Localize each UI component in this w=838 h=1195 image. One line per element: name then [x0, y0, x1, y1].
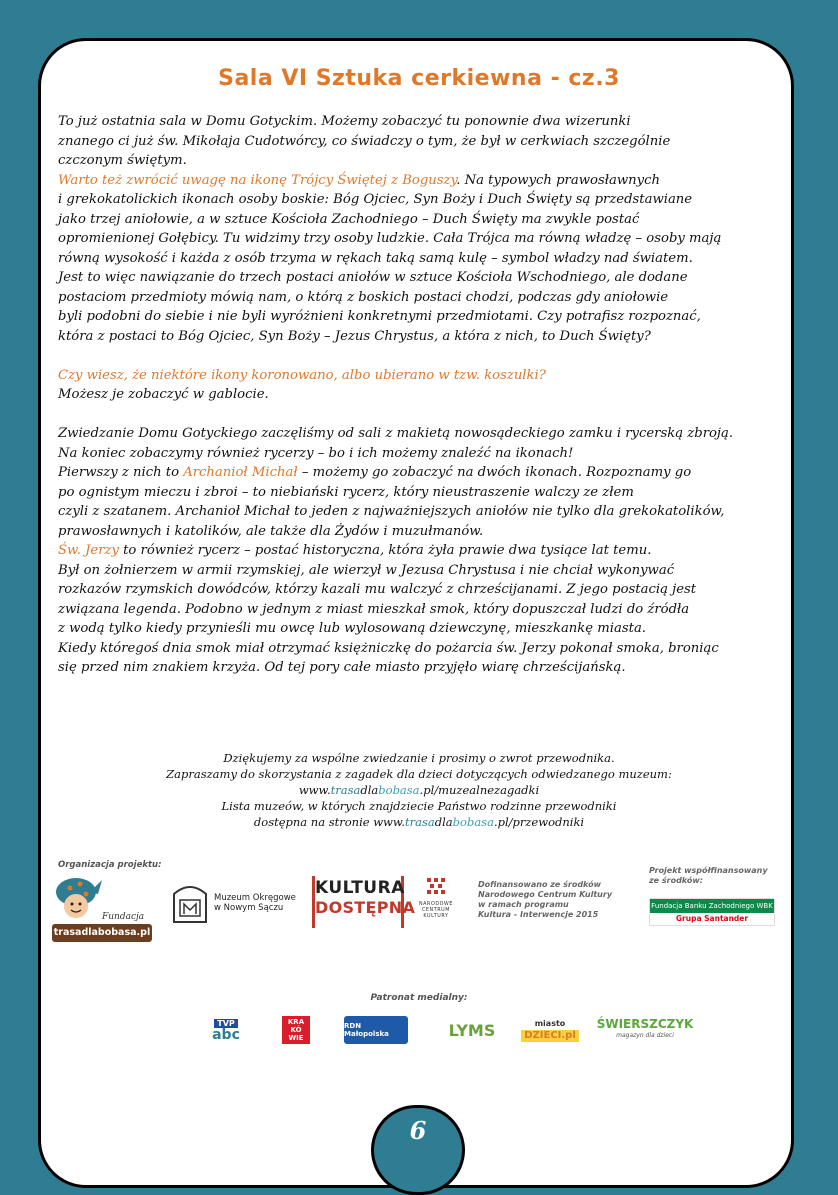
body-line: [58, 307, 808, 327]
lyms-logo: LYMS: [448, 1020, 496, 1040]
body-text: czyli z szatanem. Archanioł Michał to jeden z najważniejszych aniołów nie tylko dla grekokatolików,: [58, 504, 725, 519]
body-line: [58, 639, 808, 659]
swierszczyk-text: ŚWIERSZCZYK: [596, 1017, 694, 1031]
body-line: [58, 112, 808, 132]
body-line: [58, 502, 808, 522]
footer-link-guides[interactable]: [0, 814, 838, 830]
body-text: prawosławnych i katolików, ale także dla Żydów i muzułmanów.: [58, 523, 484, 539]
bz-bottom-text: Grupa Santander: [650, 913, 774, 925]
body-text: równą wysokość i każda z osób trzyma w rękach taką samą kulę – symbol władzy nad światem.: [58, 250, 693, 266]
dofin-line: Dofinansowano ze środków: [478, 880, 601, 889]
link-part: .pl/muzealnezagadki: [419, 783, 540, 797]
link-part: dla: [434, 815, 453, 829]
swierszczyk-logo: [596, 1016, 694, 1044]
body-text: związana legenda. Podobno w jednym z miast mieszkał smok, który dopuszczał ludzi do źródła: [58, 601, 690, 617]
body-line: [58, 619, 808, 639]
projekt-wspolfinansowany-label: [649, 866, 768, 886]
muzeum-name: [214, 893, 296, 913]
body-line: [58, 541, 808, 561]
link-part: trasa: [405, 815, 435, 829]
link-part: www.: [298, 783, 331, 797]
fundacja-trasadlabobasa-logo: [46, 872, 156, 944]
link-part: bobasa: [378, 783, 420, 797]
paragraph-gap: [58, 346, 808, 366]
highlighted-phrase: Warto też zwrócić uwagę na ikonę Trójcy Świętej z Boguszy: [58, 172, 457, 188]
krakowie-part: WIE: [288, 1034, 304, 1042]
dofin-line: Narodowego Centrum Kultury: [478, 890, 613, 899]
body-text: opromienionej Gołębicy. Tu widzimy trzy osoby ludzkie. Cała Trójca ma równą władzę – osoby mają: [58, 231, 722, 246]
body-text: . Na typowych prawosławnych: [456, 172, 660, 188]
krakowie-part: KÓ: [290, 1026, 302, 1034]
footer-line: Dziękujemy za wspólne zwiedzanie i prosimy o zwrot przewodnika.: [223, 751, 615, 765]
body-text: – możemy go zobaczyć na dwóch ikonach. Rozpoznamy go: [297, 465, 692, 480]
body-text: Na koniec zobaczymy również rycerzy – bo i ich możemy znaleźć na ikonach!: [58, 445, 574, 461]
body-line: [58, 424, 808, 444]
body-line: [58, 288, 808, 308]
patronat-label: Patronat medialny:: [370, 993, 468, 1003]
footer-line: Zapraszamy do skorzystania z zagadek dla dzieci dotyczących odwiedzanego muzeum:: [166, 767, 672, 781]
nck-emblem-icon: [425, 876, 447, 898]
swierszczyk-sub: magazyn dla dzieci: [616, 1032, 674, 1039]
body-line: [58, 132, 808, 152]
body-text: która z postaci to Bóg Ojciec, Syn Boży – Jezus Chrystus, a która z nich, to Duch Święty?: [58, 328, 651, 344]
bz-top-text: Fundacja Banku Zachodniego WBK: [650, 899, 774, 913]
footer-message: [0, 750, 838, 830]
muzeum-line: w Nowym Sączu: [214, 903, 284, 913]
body-line: [58, 385, 808, 405]
body-line: [58, 600, 808, 620]
organizacja-label: Organizacja projektu:: [58, 860, 162, 870]
abc-text: abc: [212, 1026, 240, 1043]
miasto-text: miasto: [534, 1019, 566, 1028]
krakowie-logo: [282, 1016, 310, 1044]
dofin-line: Kultura - Interwencje 2015: [478, 910, 599, 919]
dofinansowanie-note: [478, 880, 612, 920]
dofin-line: w ramach programu: [478, 900, 569, 909]
body-text: to również rycerz – postać historyczna, która żyła prawie dwa tysiące lat temu.: [118, 543, 652, 558]
page-number: 6: [409, 1116, 427, 1145]
body-line: [58, 522, 808, 542]
projekt-line: ze środków:: [649, 876, 703, 885]
rdn-logo: RDN Małopolska: [344, 1016, 408, 1044]
body-text: po ognistym mieczu i zbroi – to niebiański rycerz, który nieustraszenie walczy ze złem: [58, 484, 634, 500]
body-text: i grekokatolickich ikonach osoby boskie: Bóg Ojciec, Syn Boży i Duch Święty są przedstawiane: [58, 192, 693, 207]
bank-zachodni-logo: [649, 898, 775, 926]
museum-building-icon: [170, 880, 210, 924]
krakowie-part: KRA: [287, 1018, 305, 1026]
kultura-bottom-text: DOSTĘPNA: [315, 898, 416, 917]
body-line: [58, 190, 808, 210]
footer-line: Lista muzeów, w których znajdziecie Państwo rodzinne przewodniki: [221, 799, 617, 813]
link-part: dostępna na stronie www.: [253, 815, 406, 829]
highlighted-phrase: Czy wiesz, że niektóre ikony koronowano, albo ubierano w tzw. koszulki?: [58, 367, 546, 383]
link-part: .pl/przewodniki: [493, 815, 585, 829]
body-line: [58, 444, 808, 464]
body-text: czczonym świętym.: [58, 153, 187, 168]
link-part: dla: [360, 783, 379, 797]
body-line: [58, 327, 808, 347]
link-part: bobasa: [452, 815, 494, 829]
body-text: znanego ci już św. Mikołaja Cudotwórcy, co świadczy o tym, że był w cerkwiach szczególnie: [58, 133, 671, 149]
body-text: Możesz je zobaczyć w gablocie.: [58, 387, 269, 402]
body-text: się przed nim znakiem krzyża. Od tej pory całe miasto przyjęło wiarę chrześcijańską.: [58, 660, 626, 675]
body-text: z wodą tylko kiedy przynieśli mu owcę lub wylosowaną dziewczynę, mieszkankę miasta.: [58, 621, 646, 636]
body-line: [58, 580, 808, 600]
body-line: [58, 366, 808, 386]
body-line: [58, 268, 808, 288]
trasa-logo-badge: trasadlabobasa.pl: [52, 924, 152, 942]
body-line: [58, 483, 808, 503]
footer-link-puzzles[interactable]: [0, 782, 838, 798]
highlighted-phrase: Archanioł Michał: [183, 465, 298, 480]
body-line: [58, 249, 808, 269]
body-line: [58, 151, 808, 171]
nck-line: NARODOWE: [418, 902, 454, 907]
body-text: Kiedy któregoś dnia smok miał otrzymać księżniczkę do pożarcia św. Jerzy pokonał smoka, broniąc: [58, 640, 719, 656]
page-title: Sala VI Sztuka cerkiewna - cz.3: [218, 66, 620, 91]
dzieci-text: DZIECI.pl: [521, 1030, 579, 1042]
body-text: Jest to więc nawiązanie do trzech postaci aniołów w sztuce Kościoła Wschodniego, ale dodane: [58, 270, 688, 285]
body-text: jako trzej aniołowie, a w sztuce Kościoła Zachodniego – Duch Święty ma zwykle postać: [58, 211, 640, 227]
nck-logo: [414, 876, 458, 920]
body-text: Pierwszy z nich to: [58, 465, 184, 480]
tvp-abc-logo: [206, 1016, 246, 1044]
muzeum-line: Muzeum Okręgowe: [214, 893, 296, 903]
body-line: [58, 210, 808, 230]
nck-line: CENTRUM: [421, 908, 451, 913]
body-line: [58, 171, 808, 191]
miasto-dzieci-logo: [518, 1016, 582, 1044]
body-line: [58, 658, 808, 678]
kultura-dostepna-logo: [312, 876, 416, 928]
body-text: byli podobni do siebie i nie byli wyróżnieni konkretnymi przedmiotami. Czy potrafisz rozpoznać,: [58, 309, 701, 324]
body-text: Był on żołnierzem w armii rzymskiej, ale wierzył w Jezusa Chrystusa i nie chciał wykonywać: [58, 562, 675, 578]
body-text: postaciom przedmioty mówią nam, o którą z boskich postaci chodzi, podczas gdy aniołowie: [58, 289, 669, 305]
body-text: To już ostatnia sala w Domu Gotyckim. Możemy zobaczyć tu ponownie dwa wizerunki: [58, 114, 631, 129]
nck-line: KULTURY: [423, 914, 449, 919]
kultura-top-text: KULTURA: [315, 878, 405, 898]
projekt-line: Projekt współfinansowany: [649, 866, 768, 875]
fundacja-label: Fundacja: [102, 912, 145, 922]
link-part: trasa: [330, 783, 361, 797]
body-text: rozkazów rzymskich dowódców, którzy kazali mu walczyć z chrześcijanami. Z jego postacią jest: [58, 582, 697, 597]
muzeum-logo: [170, 880, 210, 924]
highlighted-phrase: Św. Jerzy: [58, 543, 119, 558]
paragraph-gap: [58, 405, 808, 425]
body-line: [58, 561, 808, 581]
body-line: [58, 463, 808, 483]
article-body: [58, 112, 808, 678]
tvp-text: TVP: [214, 1019, 238, 1028]
body-line: [58, 229, 808, 249]
body-text: Zwiedzanie Domu Gotyckiego zaczęliśmy od sali z makietą nowosądeckiego zamku i rycerską zbroją.: [58, 426, 734, 441]
